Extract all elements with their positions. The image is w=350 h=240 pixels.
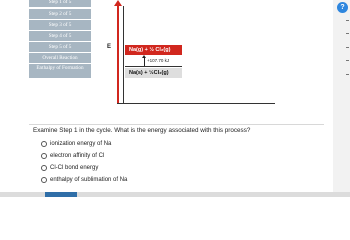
option-label: Cl-Cl bond energy	[50, 164, 99, 171]
radio-button[interactable]	[41, 153, 47, 159]
step-energy-value: +107.70 kJ	[147, 58, 170, 63]
rail-marker	[346, 47, 349, 48]
upper-state-box: Na(g) + ½ Cl₂(g)	[125, 45, 182, 55]
section-divider	[29, 124, 324, 125]
question-text: Examine Step 1 in the cycle. What is the energy associated with this process?	[33, 127, 251, 134]
step-1-button[interactable]: Step 1 of 5	[29, 0, 91, 7]
option-electron-affinity[interactable]	[41, 151, 104, 160]
option-label: enthalpy of sublimation of Na	[50, 176, 128, 183]
step-5-button[interactable]: Step 5 of 5	[29, 42, 91, 52]
step-2-button[interactable]: Step 2 of 5	[29, 9, 91, 19]
rail-marker	[346, 20, 349, 21]
rail-marker	[346, 33, 349, 34]
step-4-button[interactable]: Step 4 of 5	[29, 31, 91, 41]
step-sidebar	[29, 0, 91, 82]
option-bond-energy[interactable]	[41, 163, 98, 172]
lower-level-line	[125, 66, 182, 67]
option-ionization-energy[interactable]	[41, 139, 111, 148]
diagram-x-axis	[117, 103, 275, 104]
right-rail	[333, 0, 350, 197]
overall-reaction-button[interactable]: Overall Reaction	[29, 53, 91, 63]
option-label: ionization energy of Na	[50, 140, 112, 147]
option-label: electron affinity of Cl	[50, 152, 105, 159]
step-3-button[interactable]: Step 3 of 5	[29, 20, 91, 30]
option-enthalpy-sublimation[interactable]	[41, 175, 127, 184]
rail-marker	[346, 60, 349, 61]
enthalpy-of-formation-button[interactable]: Enthalpy of Formation	[29, 64, 91, 78]
radio-button[interactable]	[41, 165, 47, 171]
submit-button[interactable]	[45, 192, 77, 197]
energy-axis-label: E	[107, 44, 112, 50]
step-arrow-line	[144, 57, 145, 66]
help-icon[interactable]: ?	[337, 2, 348, 13]
lower-state-box: Na(s) + ½Cl₂(g)	[125, 68, 182, 78]
radio-button[interactable]	[41, 177, 47, 183]
rail-marker	[346, 74, 349, 75]
diagram-y-axis	[123, 6, 124, 104]
radio-button[interactable]	[41, 141, 47, 147]
energy-axis-arrow	[117, 2, 119, 104]
